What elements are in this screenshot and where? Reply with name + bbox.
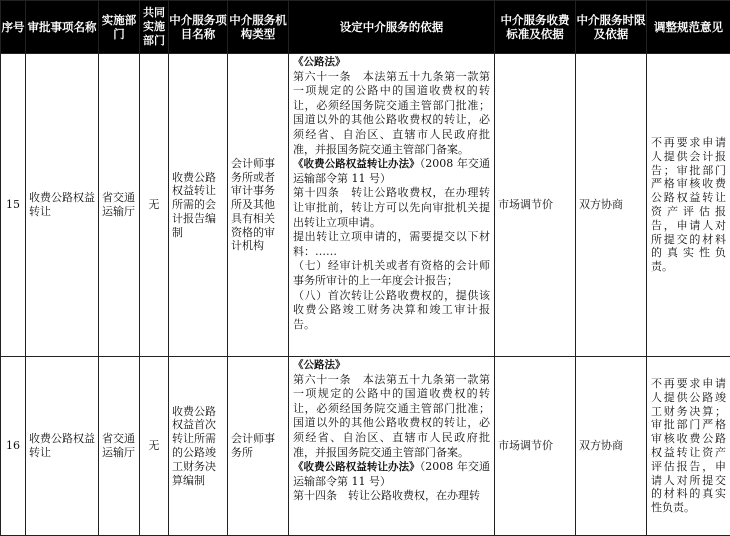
basis-paragraph: 第十四条 转让公路收费权，在办理转 [293,489,490,504]
cell-time: 双方协商 [576,357,647,536]
cell-time: 双方协商 [576,54,647,357]
table-row [1,54,730,357]
basis-law-title [293,55,490,70]
header-time: 中介服务时限及依据 [576,1,647,54]
cell-advice: 不再要求申请人提供公路竣工财务决算；审批部门严格审核收费公路权益转让资产评估报告，申请人对所提交的材料的真实性负责。 [647,357,730,536]
basis-paragraph: 第六十一条 本法第五十九条第一款第一项规定的公路中的国道收费权的转让，必须经国务院交通主管部门批准；国道以外的其他公路收费权的转让，必须经省、自治区、直辖市人民政府批准，并报国务院交通主管部门备案。 [293,373,490,461]
law-name: 《公路法》 [293,56,346,68]
cell-fee: 市场调节价 [495,357,576,536]
header-advice: 调整规范意见 [647,1,730,54]
cell-seq: 15 [1,54,26,357]
basis-paragraph: 提出转让立项申请的，需要提交以下材料：…… [293,230,490,259]
header-row [1,1,730,54]
law-name: 《收费公路权益转让办法》 [293,461,420,473]
cell-basis [289,357,495,536]
cell-basis [289,54,495,357]
basis-paragraph: 第十四条 转让公路收费权，在办理转让审批前，转让方可以先向审批机关提出转让立项申请。 [293,186,490,230]
header-dept: 实施部门 [99,1,140,54]
cell-item: 收费公路权益转让 [26,357,99,536]
cell-org-type: 会计师事务所 [228,357,289,536]
header-seq: 序号 [1,1,26,54]
table-row [1,357,730,536]
law-suffix: （2008 年交通运输部令第 11 号） [293,460,490,488]
header-item: 审批事项名称 [26,1,99,54]
cell-dept: 省交通运输厅 [99,357,140,536]
header-basis: 设定中介服务的依据 [289,1,495,54]
cell-seq: 16 [1,357,26,536]
basis-paragraph: 第六十一条 本法第五十九条第一款第一项规定的公路中的国道收费权的转让，必须经国务院交通主管部门批准；国道以外的其他公路收费权的转让，必须经省、自治区、直辖市人民政府批准，并报国务院交通主管部门备案。 [293,70,490,158]
basis-paragraph: （七）经审计机关或者有资格的会计师事务所审计的上一年度会计报告； [293,259,490,288]
cell-svc-name: 收费公路权益转让所需的会计报告编制 [169,54,228,357]
cell-dept: 省交通运输厅 [99,54,140,357]
header-joint: 共同实施部门 [140,1,169,54]
cell-svc-name: 收费公路权益首次转让所需的公路竣工财务决算编制 [169,357,228,536]
header-org-type: 中介服务机构类型 [228,1,289,54]
header-svc-name: 中介服务项目名称 [169,1,228,54]
cell-advice: 不再要求申请人提供会计报告；审批部门严格审核收费公路权益转让资产评估报告，申请人对所提交的材料的真实性负责。 [647,54,730,357]
cell-joint: 无 [140,54,169,357]
cell-fee: 市场调节价 [495,54,576,357]
law-name: 《收费公路权益转让办法》 [293,158,420,170]
basis-law-title [293,358,490,373]
cell-org-type: 会计师事务所或者审计事务所及其他具有相关资格的审计机构 [228,54,289,357]
header-fee: 中介服务收费标准及依据 [495,1,576,54]
basis-law-title [293,460,490,489]
law-name: 《公路法》 [293,359,346,371]
law-suffix: （2008 年交通运输部令第 11 号） [293,157,490,185]
basis-paragraph: （八）首次转让公路收费权的，提供该收费公路竣工财务决算和竣工审计报告。 [293,289,490,333]
cell-item: 收费公路权益转让 [26,54,99,357]
cell-joint: 无 [140,357,169,536]
basis-law-title [293,157,490,186]
